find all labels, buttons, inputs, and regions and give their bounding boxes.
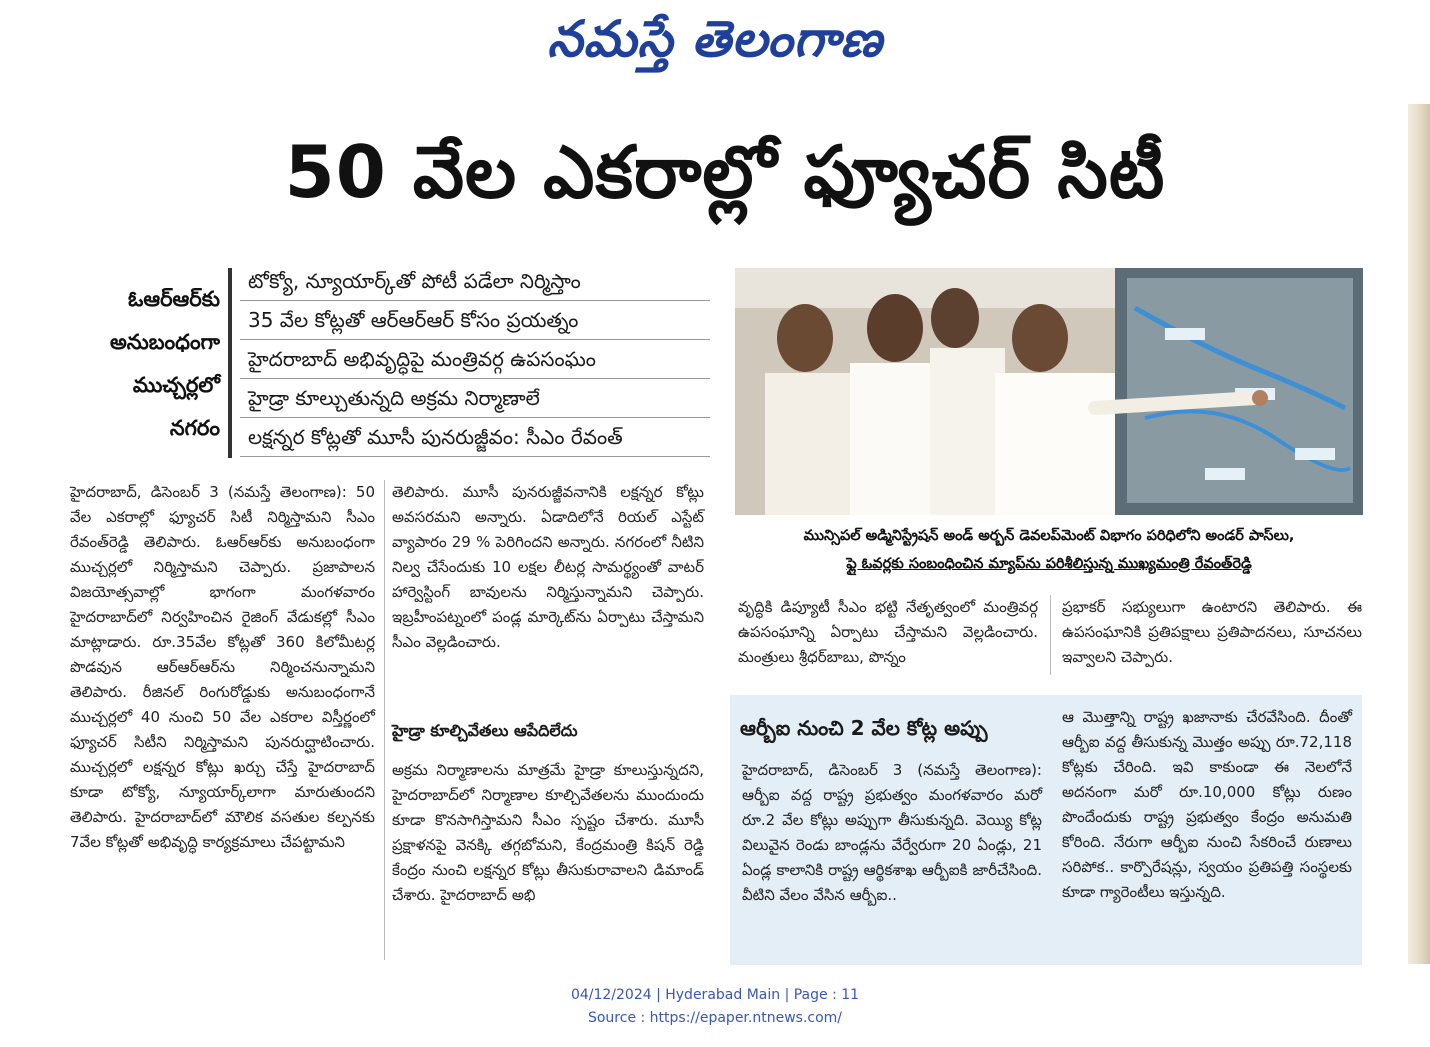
kicker-line: అనుబంధంగా <box>109 330 220 354</box>
subdeck: లక్షన్నర కోట్లతో మూసీ పునరుజ్జీవం: సీఎం రేవంత్ <box>240 418 710 457</box>
news-photo <box>735 268 1363 515</box>
article-column-3 <box>738 595 1038 675</box>
article-column-2b <box>392 758 704 958</box>
subdeck: హైడ్రా కూల్చుతున్నది అక్రమ నిర్మాణాలే <box>240 379 710 418</box>
kicker-line: ముచ్చర్లలో <box>132 373 220 397</box>
box-text: హైదరాబాద్, డిసెంబర్ 3 (నమస్తే తెలంగాణ): ఆర్బీఐ వద్ద రాష్ట్ర ప్రభుత్వం మంగళవారం మరో రూ.2 వేల కోట్లు అప్పుగా తీసుకున్నది. వెయ్యి కోట్ల విలువైన రెండు బాండ్లను వేర్వేరుగా 20 ఏండ్లు, 21 ఏండ్ల కాలానికి రాష్ట్ర ఆర్థికశాఖ ఆర్బీఐకి జారీచేసింది. వీటిని వేలం వేసిన ఆర్బీఐ.. <box>742 761 1042 904</box>
box-column-2 <box>1062 705 1352 955</box>
article-column-2 <box>392 480 704 695</box>
column-divider <box>384 480 385 960</box>
article-column-1 <box>70 480 375 955</box>
article-text: అక్రమ నిర్మాణాలను మాత్రమే హైడ్రా కూలుస్తున్నదని, హైదరాబాద్‌లో నిర్మాణాల కూల్చివేతలను ముందుందు కూడా కొనసాగిస్తామని సీఎం స్పష్టం చేశారు. మూసీ ప్రక్షాళనపై వెనక్కి తగ్గబోమని, కేంద్రమంత్రి కిషన్ రెడ్డి కేంద్రం నుంచి లక్షన్నర కోట్లు తీసుకురావాలని డిమాండ్ చేశారు. హైదరాబాద్ అభి <box>392 761 704 904</box>
column-divider <box>1050 595 1051 675</box>
kicker-line: ఓఆర్ఆర్‌కు <box>127 287 220 311</box>
box-headline: ఆర్బీఐ నుంచి 2 వేల కోట్ల అప్పు <box>740 716 988 740</box>
box-text: ఆ మొత్తాన్ని రాష్ట్ర ఖజానాకు చేరవేసింది. దీంతో ఆర్బీఐ వద్ద తీసుకున్న మొత్తం అప్పు రూ.72,118 కోట్లకు చేరింది. ఇవి కాకుండా ఈ నెలలోనే అదనంగా మరో రూ.10,000 కోట్లు రుణం పొందేందుకు రాష్ట్ర ప్రభుత్వం కేంద్రం అనుమతి కోరింది. నేరుగా ఆర్బీఐ నుంచి సేకరించే రుణాలు సరిపోక.. కార్పొరేషన్లు, స్వయం ప్రతిపత్తి సంస్థలకు కూడా గ్యారెంటీలు ఇస్తున్నది. <box>1062 708 1352 901</box>
subdeck: టోక్యో, న్యూయార్క్‌తో పోటీ పడేలా నిర్మిస్తాం <box>240 262 710 301</box>
kicker-line: నగరం <box>169 416 220 440</box>
caption-line: మున్సిపల్ అడ్మినిస్ట్రేషన్ అండ్ అర్బన్ డెవలప్‌మెంట్ విభాగం పరిధిలోని అండర్ పాస్‌లు, <box>803 528 1295 544</box>
article-text: తెలిపారు. మూసీ పునరుజ్జీవనానికి లక్షన్నర కోట్లు అవసరమని అన్నారు. ఏడాదిలోనే రియల్ ఎస్టేట్ వ్యాపారం 29 % పెరిగిందని అన్నారు. నగరంలో నీటిని నిల్వ చేసేందుకు 10 లక్షల లీటర్ల సామర్థ్యంతో వాటర్ హార్వెస్టింగ్ బావులను నిర్మిస్తున్నామని చెప్పారు. ఇబ్రహీంపట్నంలో పండ్ల మార్కెట్‌ను ఏర్పాటు చేస్తామని సీఎం వెల్లడించారు. <box>392 483 704 651</box>
kicker <box>60 278 220 450</box>
article-subhead: హైడ్రా కూల్చివేతలు ఆపేదిలేదు <box>392 721 578 740</box>
box-column-1 <box>742 758 1042 958</box>
article-text: ప్రభాకర్ సభ్యులుగా ఉంటారని తెలిపారు. ఈ ఉపసంఘానికి ప్రతిపక్షాలు ప్రతిపాదనలు, సూచనలు ఇవ్వాలని చెప్పారు. <box>1062 598 1362 666</box>
page-headline: 50 వేల ఎకరాల్లో ఫ్యూచర్ సిటీ <box>284 130 1166 214</box>
article-column-4 <box>1062 595 1362 675</box>
newspaper-masthead: నమస్తే తెలంగాణ <box>547 10 883 68</box>
article-text: వృద్ధికి డిప్యూటీ సీఎం భట్టి నేతృత్వంలో మంత్రివర్గ ఉపసంఘాన్ని ఏర్పాటు చేస్తామని వెల్లడించారు. మంత్రులు శ్రీధర్‌బాబు, పొన్నం <box>738 598 1038 666</box>
photo-caption <box>735 522 1363 578</box>
photo-illustration <box>735 268 1363 515</box>
footer-edition-info: 04/12/2024 | Hyderabad Main | Page : 11 <box>570 987 860 1003</box>
footer-source-link[interactable]: Source : https://epaper.ntnews.com/ <box>587 1010 843 1026</box>
subdeck: హైదరాబాద్ అభివృద్ధిపై మంత్రివర్గ ఉపసంఘం <box>240 340 710 379</box>
adjacent-page-edge <box>1408 104 1430 964</box>
kicker-divider <box>228 268 232 458</box>
article-text: హైదరాబాద్, డిసెంబర్ 3 (నమస్తే తెలంగాణ): 50 వేల ఎకరాల్లో ఫ్యూచర్ సిటీ నిర్మిస్తామని సీఎం రేవంత్‌రెడ్డి తెలిపారు. ఓఆర్ఆర్‌కు అనుబంధంగా ముచ్చర్లలో నిర్మిస్తామని చెప్పారు. ప్రజాపాలన విజయోత్సవాల్లో భాగంగా మంగళవారం హైదరాబాద్‌లో నిర్వహించిన రైజింగ్ వేడుకల్లో సీఎం మాట్లాడారు. రూ.35వేల కోట్లతో 360 కిలోమీటర్ల పొడవున ఆర్ఆర్ఆర్‌ను నిర్మించనున్నామని తెలిపారు. రీజినల్ రింగురోడ్డుకు అనుబంధంగానే ముచ్చర్లలో 40 నుంచి 50 వేల ఎకరాల విస్తీర్ణంలో ఫ్యూచర్ సిటీని నిర్మిస్తామని పునరుద్ఘాటించారు. ముచ్చర్లలో లక్షన్నర కోట్లు ఖర్చు చేస్తే హైదరాబాద్ కూడా టోక్యో, న్యూయార్క్‌లాగా మారుతుందని తెలిపారు. హైదరాబాద్‌లో మౌలిక వసతుల కల్పనకు 7వేల కోట్లతో అభివృద్ధి కార్యక్రమాలు చేపట్టామని <box>70 483 375 851</box>
subdeck: 35 వేల కోట్లతో ఆర్ఆర్ఆర్ కోసం ప్రయత్నం <box>240 301 710 340</box>
caption-line: ఫ్లై ఓవర్లకు సంబంధించిన మ్యాప్‌ను పరిశీలిస్తున్న ముఖ్యమంత్రి రేవంత్‌రెడ్డి <box>846 556 1252 572</box>
subdeck-list <box>240 262 710 457</box>
